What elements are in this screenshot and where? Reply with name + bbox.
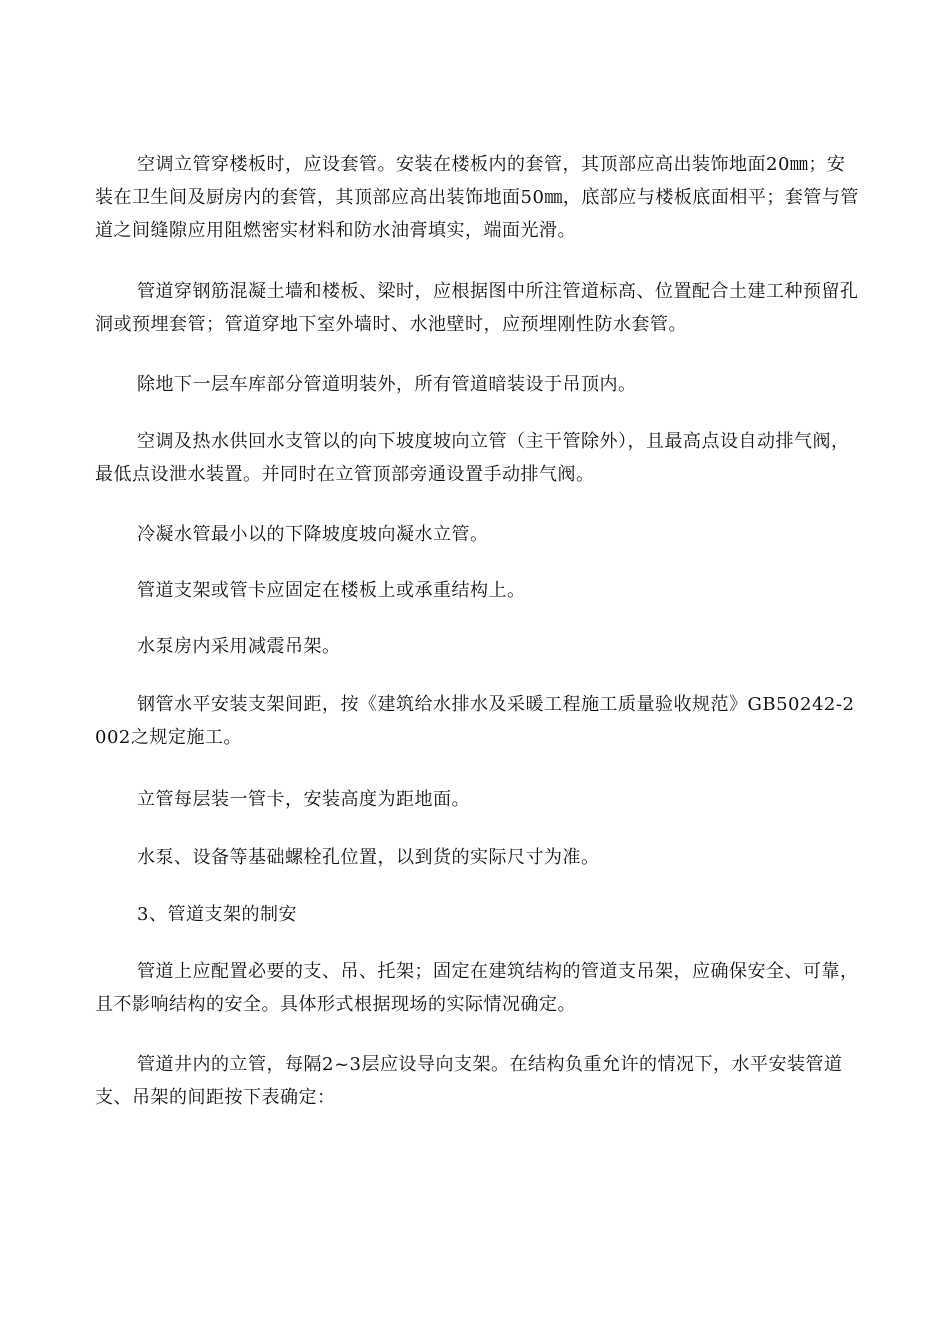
paragraph-concealed-install: 除地下一层车库部分管道明装外，所有管道暗装设于吊顶内。 [137, 374, 637, 395]
paragraph-support-spacing-standard: 钢管水平安装支架间距，按《建筑给水排水及采暖工程施工质量验收规范》GB50242-2002之规定施工。 [95, 694, 855, 748]
paragraph-wall-penetration: 管道穿钢筋混凝土墙和楼板、梁时，应根据图中所注管道标高、位置配合土建工种预留孔洞或预埋套管；管道穿地下室外墙时、水池壁时，应预埋刚性防水套管。 [95, 281, 859, 335]
paragraph-shaft-risers: 管道井内的立管，每隔2~3层应设导向支架。在结构负重允许的情况下，水平安装管道支、吊架的间距按下表确定： [95, 1054, 843, 1108]
paragraph-supports-configuration: 管道上应配置必要的支、吊、托架；固定在建筑结构的管道支吊架，应确保安全、可靠，且不影响结构的安全。具体形式根据现场的实际情况确定。 [95, 961, 859, 1015]
paragraph-branch-slope: 空调及热水供回水支管以的向下坡度坡向立管（主干管除外），且最高点设自动排气阀，最低点设泄水装置。并同时在立管顶部旁通设置手动排气阀。 [95, 431, 850, 485]
paragraph-riser-clamps: 立管每层装一管卡，安装高度为距地面。 [137, 789, 470, 810]
section-heading-pipe-supports: 3、管道支架的制安 [137, 904, 297, 925]
paragraph-casing-requirements: 空调立管穿楼板时，应设套管。安装在楼板内的套管，其顶部应高出装饰地面20㎜；安装在卫生间及厨房内的套管，其顶部应高出装饰地面50㎜，底部应与楼板底面相平；套管与管道之间缝隙应用阻燃密实材料和防水油膏填实，端面光滑。 [95, 154, 859, 241]
paragraph-support-fixing: 管道支架或管卡应固定在楼板上或承重结构上。 [137, 580, 526, 601]
paragraph-pump-room-hangers: 水泵房内采用减震吊架。 [137, 636, 341, 657]
paragraph-anchor-bolts: 水泵、设备等基础螺栓孔位置，以到货的实际尺寸为准。 [137, 847, 600, 868]
paragraph-condensate-slope: 冷凝水管最小以的下降坡度坡向凝水立管。 [137, 524, 489, 545]
